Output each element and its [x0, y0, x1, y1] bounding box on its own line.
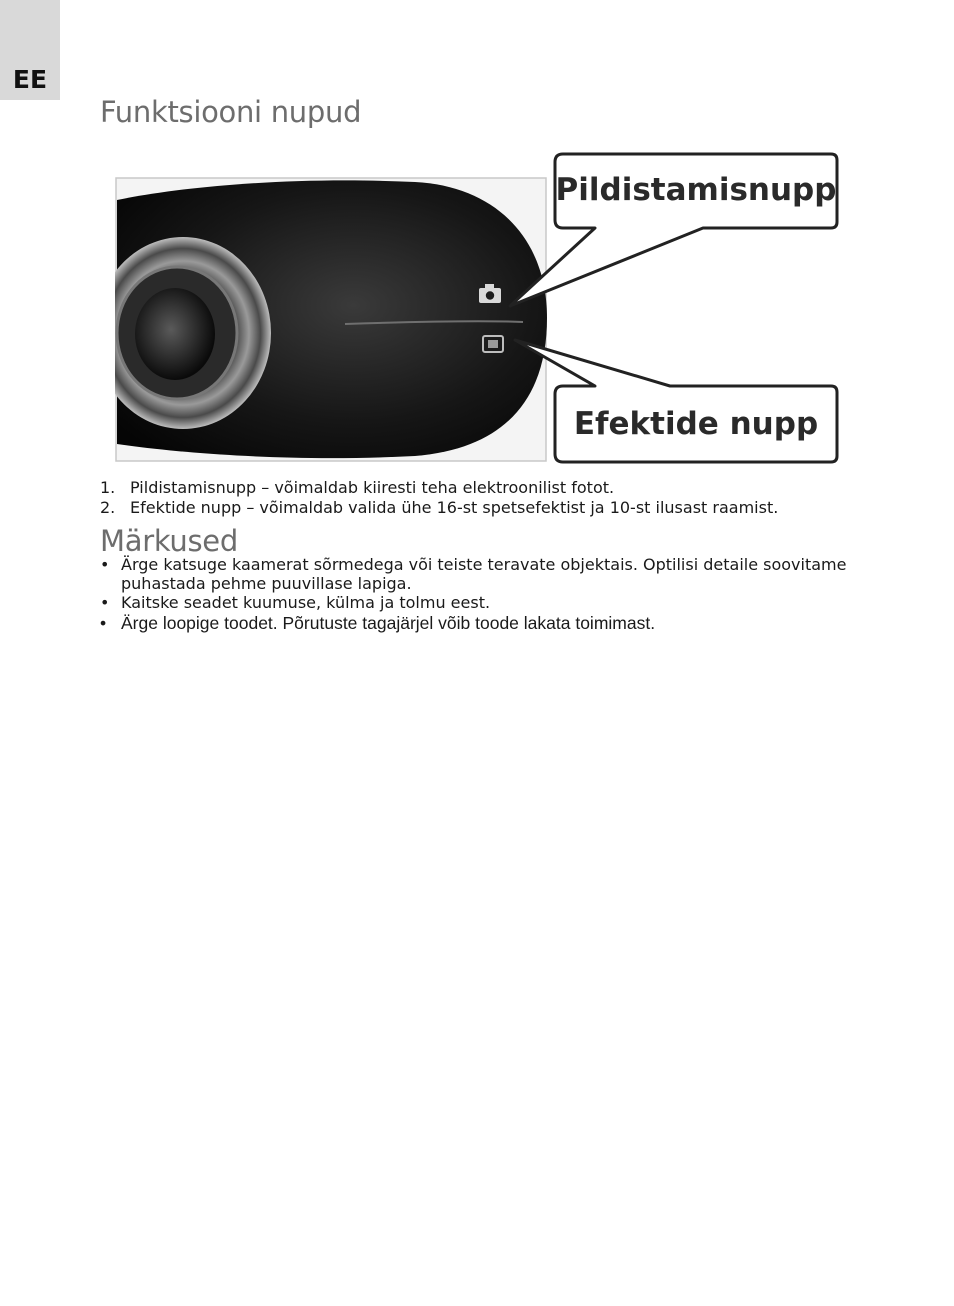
list-item [100, 478, 900, 498]
callout-bottom-label: Efektide nupp [573, 406, 819, 442]
bullet: • [100, 555, 110, 574]
bullet: • [100, 593, 110, 612]
language-tab [0, 0, 60, 100]
list-item-text: Ärge katsuge kaamerat sõrmedega või teiste teravate objektais. Optilisi detaile soovitame puhastada pehme puuvillase lapiga. [121, 555, 847, 593]
camera-illustration [115, 148, 845, 468]
notes-list [100, 555, 870, 634]
list-item-number: 1. [100, 478, 116, 497]
list-item-text: Pildistamisnupp – võimaldab kiiresti teha elektroonilist fotot. [130, 478, 615, 497]
list-item [100, 593, 870, 612]
list-item [100, 613, 870, 634]
list-item-text: Ärge loopige toodet. Põrutuste tagajärjel võib toode lakata toimimast. [121, 613, 656, 633]
list-item-text: Efektide nupp – võimaldab valida ühe 16-st spetsefektist ja 10-st ilusast raamist. [130, 498, 779, 517]
callout-bottom [515, 340, 837, 462]
notes-title: Märkused [100, 524, 238, 558]
callout-top-label: Pildistamisnupp [555, 172, 837, 208]
bullet: • [100, 613, 107, 633]
list-item-number: 2. [100, 498, 116, 517]
list-item-text: Kaitske seadet kuumuse, külma ja tolmu eest. [121, 593, 491, 612]
callout-top [510, 154, 837, 306]
section-title: Funktsiooni nupud [100, 95, 362, 129]
camera-figure [115, 148, 845, 468]
button-description-list [100, 478, 900, 518]
language-code: EE [12, 65, 48, 94]
list-item [100, 555, 870, 593]
list-item [100, 498, 900, 518]
